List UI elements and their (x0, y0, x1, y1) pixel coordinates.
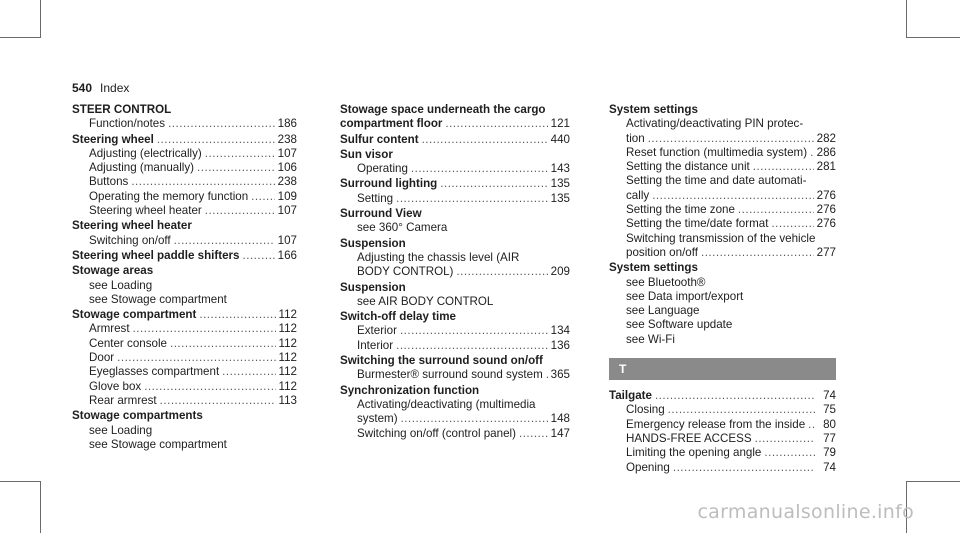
subentry[interactable]: Buttons ..... 238 (72, 175, 297, 189)
subentry[interactable]: Setting the time/date format ..... 276 (609, 217, 836, 231)
page-ref: 365 (550, 368, 570, 382)
page-ref: 74 (823, 460, 836, 474)
index-entry (609, 261, 836, 347)
page-ref: 238 (277, 132, 297, 146)
subentry[interactable]: position on/off ..... 277 (609, 246, 836, 260)
subentry[interactable]: Burmester® surround sound system ..... 365 (340, 368, 570, 382)
subentry[interactable]: Limiting the opening angle ..... 79 (609, 446, 836, 460)
see-reference[interactable]: see Bluetooth® (626, 275, 706, 289)
subentry[interactable]: Armrest ..... 112 (72, 322, 297, 336)
page-ref: 286 (816, 145, 836, 159)
page-ref: 121 (550, 117, 570, 131)
entry-title: STEER CONTROL (72, 103, 172, 116)
see-reference[interactable]: see 360° Camera (357, 221, 448, 235)
page-number: 540 (72, 81, 93, 95)
page-ref: 112 (278, 336, 297, 350)
entry-title: Switching the surround sound on/off (340, 354, 543, 368)
subentry[interactable]: Eyeglasses compartment ..... 112 (72, 365, 297, 379)
entry-title: Stowage areas (72, 264, 154, 278)
see-reference[interactable]: see Wi-Fi (626, 332, 675, 346)
entry-title: System settings (609, 103, 698, 116)
see-reference[interactable]: see Data import/export (626, 289, 744, 303)
page-ref: 75 (823, 403, 836, 417)
page-ref: 77 (823, 431, 836, 445)
page-ref: 112 (278, 365, 297, 379)
entry-title: Suspension (340, 236, 406, 250)
page-ref: 238 (277, 175, 297, 189)
subentry-text: Switching transmission of the vehicle (626, 231, 816, 245)
see-reference[interactable]: see Language (626, 304, 700, 318)
index-column-1 (72, 103, 297, 453)
subentry[interactable]: tion ..... 282 (609, 132, 836, 146)
page-ref: 107 (277, 204, 297, 218)
subentry[interactable]: Steering wheel heater ..... 107 (72, 204, 297, 218)
see-reference[interactable]: see AIR BODY CONTROL (357, 294, 494, 308)
index-entry (340, 384, 570, 441)
subentry[interactable]: Switching on/off ..... 107 (72, 234, 297, 248)
page-ref: 107 (277, 233, 297, 247)
subentry[interactable]: Rear armrest ..... 113 (72, 394, 297, 408)
index-entry (340, 133, 570, 147)
subentry[interactable]: Opening ..... 74 (609, 461, 836, 475)
subentry[interactable]: system) ..... 148 (340, 412, 570, 426)
index-entry (340, 207, 570, 236)
index-column-3 (609, 103, 836, 476)
entry-title[interactable]: Sulfur content ..... 440 (340, 133, 570, 147)
letter-section-header: T (609, 358, 836, 380)
entry-title: Surround View (340, 207, 422, 221)
see-reference[interactable]: see Loading (89, 278, 153, 292)
subentry[interactable]: Setting the time zone ..... 276 (609, 203, 836, 217)
index-entry (72, 219, 297, 248)
entry-title[interactable]: Surround lighting ..... 135 (340, 177, 570, 191)
subentry[interactable]: HANDS-FREE ACCESS ..... 77 (609, 432, 836, 446)
subentry[interactable]: Door ..... 112 (72, 351, 297, 365)
index-entry (340, 281, 570, 310)
page-ref: 143 (550, 162, 570, 176)
page-ref: 209 (550, 265, 570, 279)
page-ref: 135 (550, 191, 570, 205)
index-entry (609, 103, 836, 260)
index-entry (340, 177, 570, 206)
subentry[interactable]: Adjusting (manually) ..... 106 (72, 161, 297, 175)
subentry[interactable]: Interior ..... 136 (340, 339, 570, 353)
page-ref: 282 (816, 131, 836, 145)
page-ref: 106 (277, 161, 297, 175)
index-entry (340, 310, 570, 353)
subentry[interactable]: Setting ..... 135 (340, 192, 570, 206)
subentry[interactable]: Operating ..... 143 (340, 162, 570, 176)
subentry-text: Activating/deactivating PIN protec- (626, 117, 804, 131)
watermark: carmanualsonline.info (697, 501, 914, 523)
entry-title[interactable]: Stowage compartment ..... 112 (72, 308, 297, 322)
entry-title: Suspension (340, 280, 406, 294)
index-entry (340, 354, 570, 383)
section-title: Index (100, 81, 130, 95)
index-entry (72, 308, 297, 408)
page-ref: 276 (816, 188, 836, 202)
page-ref: 134 (550, 324, 570, 338)
see-reference[interactable]: see Software update (626, 318, 733, 332)
subentry[interactable]: cally ..... 276 (609, 189, 836, 203)
entry-title: Stowage space underneath the cargo (340, 103, 546, 116)
subentry-text: Setting the time and date automati- (626, 174, 807, 188)
subentry[interactable]: Exterior ..... 134 (340, 324, 570, 338)
crop-mark (906, 37, 960, 38)
page-ref: 112 (278, 308, 297, 322)
index-entry (340, 237, 570, 280)
subentry[interactable]: Emergency release from the inside ..... 80 (609, 418, 836, 432)
entry-title[interactable]: Steering wheel ..... 238 (72, 133, 297, 147)
subentry[interactable]: Reset function (multimedia system) ..... 286 (609, 146, 836, 160)
subentry-text: Activating/deactivating (multimedia (357, 397, 536, 411)
subentry-text: Adjusting the chassis level (AIR (357, 250, 520, 264)
page-ref: 166 (277, 248, 297, 262)
page-ref: 135 (550, 177, 570, 191)
index-entry (72, 133, 297, 219)
crop-mark (0, 37, 41, 38)
subentry[interactable]: Closing ..... 75 (609, 403, 836, 417)
subentry[interactable]: Glove box ..... 112 (72, 380, 297, 394)
subentry[interactable]: Setting the distance unit ..... 281 (609, 160, 836, 174)
index-entry (72, 409, 297, 452)
crop-mark (0, 481, 41, 482)
entry-title[interactable]: Steering wheel paddle shifters ..... 166 (72, 249, 297, 263)
page-ref: 186 (277, 117, 297, 131)
see-reference[interactable]: see Stowage compartment (89, 437, 227, 451)
index-entry (72, 249, 297, 263)
index-entry (609, 389, 836, 475)
index-column-2 (340, 103, 570, 442)
page-ref: 276 (816, 203, 836, 217)
subentry[interactable]: Function/notes ..... 186 (72, 117, 297, 131)
entry-title: System settings (609, 261, 698, 275)
page-ref: 276 (816, 217, 836, 231)
subentry[interactable]: Operating the memory function ..... 109 (72, 190, 297, 204)
subentry[interactable]: BODY CONTROL) ..... 209 (340, 265, 570, 279)
page-ref: 74 (823, 389, 836, 403)
see-reference[interactable]: see Loading (89, 423, 153, 437)
page-ref: 148 (550, 412, 570, 426)
crop-mark (906, 0, 907, 38)
index-entry (72, 264, 297, 307)
index-entry (72, 103, 297, 132)
page-ref: 281 (816, 160, 836, 174)
page-ref: 112 (278, 351, 297, 365)
entry-title: Switch-off delay time (340, 310, 456, 324)
entry-title[interactable]: Tailgate ..... 74 (609, 389, 836, 403)
page-ref: 109 (277, 189, 297, 203)
page-header (72, 81, 129, 95)
page-ref: 107 (277, 146, 297, 160)
subentry[interactable]: Adjusting (electrically) ..... 107 (72, 147, 297, 161)
entry-title: Steering wheel heater (72, 219, 192, 233)
see-reference[interactable]: see Stowage compartment (89, 292, 227, 306)
subentry[interactable]: Switching on/off (control panel) ..... 147 (340, 427, 570, 441)
page-ref: 147 (550, 426, 570, 440)
page-ref: 112 (278, 322, 297, 336)
crop-mark (40, 0, 41, 38)
crop-mark (40, 481, 41, 533)
page-ref: 136 (550, 338, 570, 352)
page-ref: 440 (550, 132, 570, 146)
entry-title: Stowage compartments (72, 409, 203, 423)
crop-mark (906, 481, 960, 482)
page-ref: 113 (278, 393, 297, 407)
page-ref: 277 (816, 245, 836, 259)
entry-title: Synchronization function (340, 383, 480, 397)
entry-title: Sun visor (340, 147, 393, 161)
index-entry (340, 103, 570, 132)
index-entry (340, 148, 570, 177)
page-ref: 79 (823, 446, 836, 460)
subentry[interactable]: Center console ..... 112 (72, 337, 297, 351)
page-ref: 80 (823, 417, 836, 431)
page-ref: 112 (278, 379, 297, 393)
entry-title-cont[interactable]: compartment floor ..... 121 (340, 117, 570, 131)
